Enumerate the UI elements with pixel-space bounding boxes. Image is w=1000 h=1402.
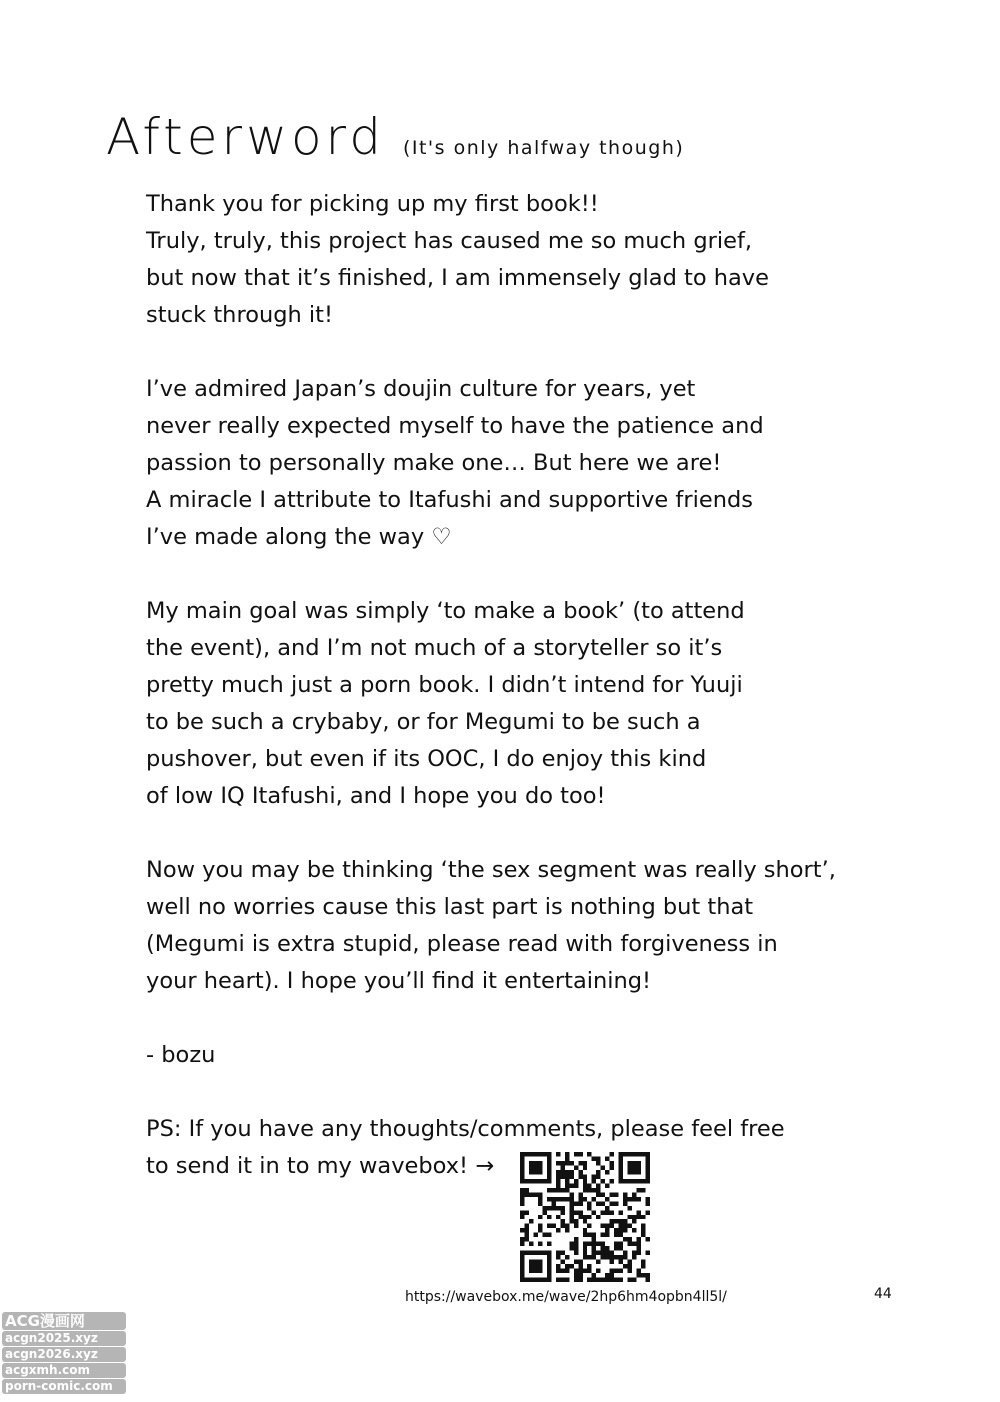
- text-line: passion to personally make one… But here we are!: [146, 450, 722, 476]
- watermark-line: porn-comic.com: [2, 1379, 126, 1394]
- title-row: [106, 108, 684, 166]
- text-line: to be such a crybaby, or for Megumi to be such a: [146, 709, 701, 735]
- signature: - bozu: [146, 1042, 216, 1068]
- wavebox-url-link[interactable]: https://wavebox.me/wave/2hp6hm4opbn4ll5l/: [405, 1289, 727, 1305]
- site-watermark: [2, 1312, 126, 1394]
- text-line: your heart). I hope you’ll find it entertaining!: [146, 968, 652, 994]
- text-line: I’ve admired Japan’s doujin culture for years, yet: [146, 376, 696, 402]
- text-line: but now that it’s finished, I am immensely glad to have: [146, 265, 769, 291]
- watermark-line: acgxmh.com: [2, 1363, 126, 1378]
- paragraph-signature: [146, 1037, 866, 1074]
- paragraph-goal: [146, 593, 866, 815]
- page-subtitle: (It's only halfway though): [402, 137, 685, 159]
- text-line: PS: If you have any thoughts/comments, please feel free: [146, 1116, 785, 1142]
- text-line: stuck through it!: [146, 302, 334, 328]
- paragraph-segment: [146, 852, 866, 1000]
- page-title: Afterword: [106, 108, 385, 166]
- text-line: pushover, but even if its OOC, I do enjoy this kind: [146, 746, 707, 772]
- watermark-line: acgn2025.xyz: [2, 1331, 126, 1346]
- paragraph-doujin: [146, 371, 866, 556]
- text-line: pretty much just a porn book. I didn’t intend for Yuuji: [146, 672, 743, 698]
- text-line: of low IQ Itafushi, and I hope you do too!: [146, 783, 606, 809]
- afterword-body: [146, 186, 866, 1222]
- text-line: to send it in to my wavebox! →: [146, 1153, 495, 1179]
- text-line: I’ve made along the way ♡: [146, 524, 452, 550]
- text-line: Truly, truly, this project has caused me so much grief,: [146, 228, 753, 254]
- paragraph-ps: [146, 1111, 866, 1185]
- text-line: never really expected myself to have the patience and: [146, 413, 764, 439]
- text-line: the event), and I’m not much of a storyteller so it’s: [146, 635, 723, 661]
- text-line: well no worries cause this last part is nothing but that: [146, 894, 754, 920]
- watermark-line: acgn2026.xyz: [2, 1347, 126, 1362]
- text-line: A miracle I attribute to Itafushi and supportive friends: [146, 487, 753, 513]
- text-line: Now you may be thinking ‘the sex segment was really short’,: [146, 857, 836, 883]
- page-number: 44: [874, 1286, 892, 1302]
- text-line: My main goal was simply ‘to make a book’ (to attend: [146, 598, 745, 624]
- text-line: (Megumi is extra stupid, please read with forgiveness in: [146, 931, 778, 957]
- paragraph-thanks: [146, 186, 866, 334]
- watermark-logo: ACG漫画网: [2, 1312, 126, 1330]
- wavebox-qr-code[interactable]: [520, 1152, 650, 1282]
- text-line: Thank you for picking up my first book!!: [146, 191, 599, 217]
